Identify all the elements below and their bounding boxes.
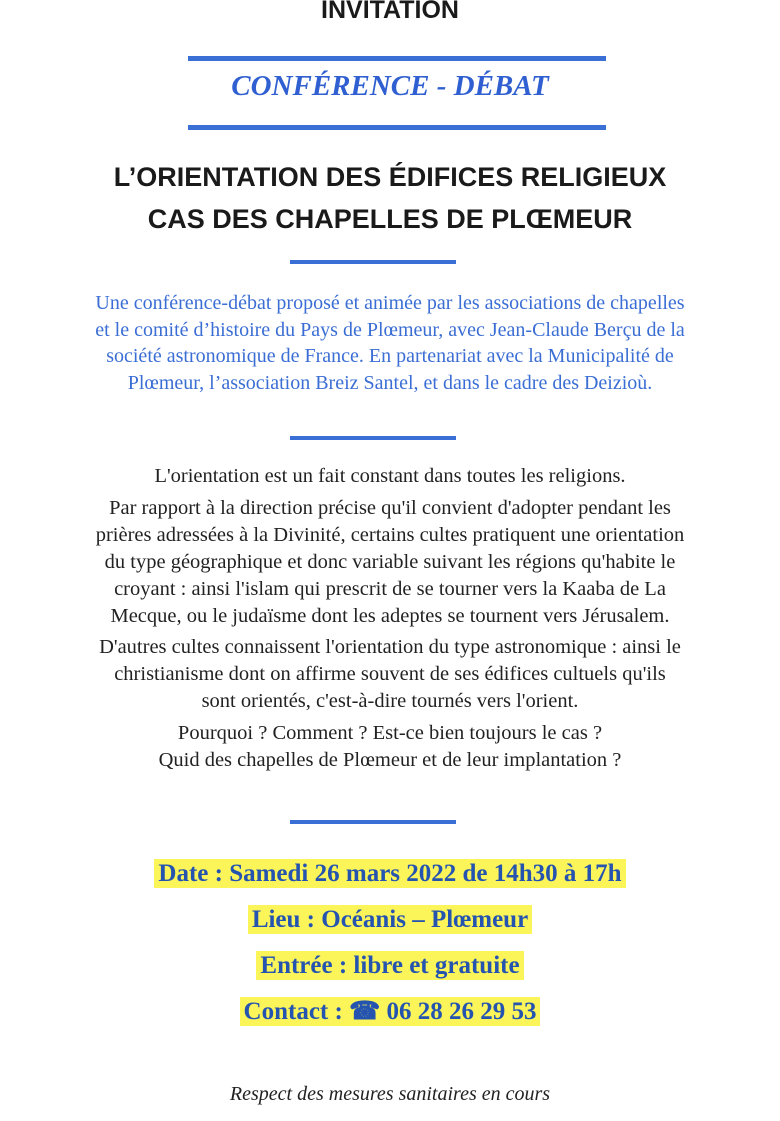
divider-top [188, 56, 606, 61]
body-line: prières adressées à la Divinité, certains cultes pratiquent une orientation [95, 523, 685, 546]
contact-phone: 06 28 26 29 53 [380, 998, 537, 1025]
info-contact [0, 996, 780, 1028]
invitation-heading: INVITATION [321, 0, 459, 24]
body-line: sont orientés, c'est-à-dire tournés vers l'orient. [201, 690, 579, 712]
info-entry [0, 950, 780, 982]
main-title-line-1: L’ORIENTATION DES ÉDIFICES RELIGIEUX [113, 162, 667, 192]
divider-intro [290, 436, 456, 440]
intro-line: société astronomique de France. En partenariat avec la Municipalité de [106, 345, 674, 367]
body-line: Par rapport à la direction précise qu'il convient d'adopter pendant les [109, 496, 671, 519]
intro-paragraph [20, 290, 760, 396]
body-paragraph [20, 634, 760, 715]
body-line: Pourquoi ? Comment ? Est-ce bien toujours le cas ? [177, 721, 603, 744]
date-text: Date : Samedi 26 mars 2022 de 14h30 à 17h [154, 859, 625, 888]
intro-line: Une conférence-débat proposé et animée par les associations de chapelles [95, 292, 685, 314]
main-title-line-2: CAS DES CHAPELLES DE PLŒMEUR [147, 204, 633, 234]
intro-line: et le comité d’histoire du Pays de Plœmeur, avec Jean-Claude Berçu de la [95, 318, 685, 341]
intro-line: Plœmeur, l’association Breiz Santel, et dans le cadre des Deizioù. [127, 371, 653, 394]
divider-subtitle [188, 125, 606, 130]
body-paragraph [20, 720, 760, 774]
body-line: du type géographique et donc variable suivant les régions qu'habite le [104, 550, 676, 573]
body-text [20, 463, 760, 778]
divider-body [290, 820, 456, 824]
body-line: D'autres cultes connaissent l'orientation du type astronomique : ainsi le [99, 636, 681, 658]
info-date [0, 858, 780, 890]
location-text: Lieu : Océanis – Plœmeur [248, 905, 532, 934]
body-paragraph [20, 463, 760, 490]
contact-highlight [240, 997, 541, 1026]
divider-title [290, 260, 456, 264]
contact-label: Contact : [243, 998, 350, 1025]
body-line: L'orientation est un fait constant dans toutes les religions. [154, 465, 626, 487]
body-line: Mecque, ou le judaïsme dont les adeptes se tournent vers Jérusalem. [110, 604, 670, 627]
phone-icon: ☎ [349, 998, 381, 1025]
body-line: christianisme dont on affirme souvent de ses édifices cultuels qu'ils [114, 663, 666, 685]
body-line: croyant : ainsi l'islam qui prescrit de se tourner vers la Kaaba de La [114, 577, 666, 600]
body-paragraph [20, 495, 760, 630]
body-line: Quid des chapelles de Plœmeur et de leur implantation ? [158, 748, 622, 771]
sanitary-note: Respect des mesures sanitaires en cours [229, 1083, 551, 1105]
conference-subtitle: CONFÉRENCE - DÉBAT [231, 70, 549, 102]
info-location [0, 904, 780, 936]
entry-text: Entrée : libre et gratuite [256, 951, 523, 980]
